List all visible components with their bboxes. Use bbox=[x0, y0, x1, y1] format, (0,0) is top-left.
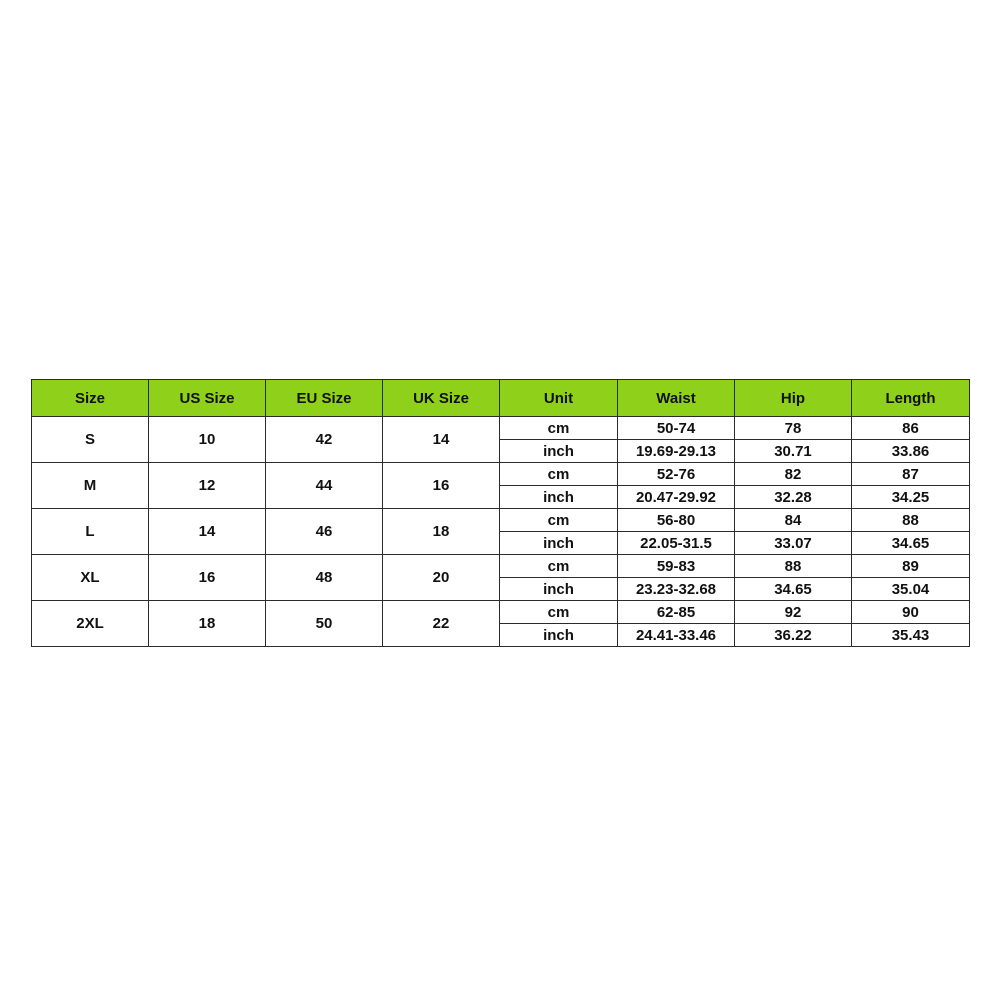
table-row bbox=[32, 463, 970, 486]
waist-cell: 50-74 bbox=[618, 417, 735, 440]
eu-size-cell: 48 bbox=[266, 555, 383, 601]
uk-size-cell: 22 bbox=[383, 601, 500, 647]
hip-cell: 33.07 bbox=[735, 532, 852, 555]
unit-cell: cm bbox=[500, 417, 618, 440]
us-size-cell: 12 bbox=[149, 463, 266, 509]
waist-cell: 22.05-31.5 bbox=[618, 532, 735, 555]
length-cell: 88 bbox=[852, 509, 970, 532]
eu-size-cell: 42 bbox=[266, 417, 383, 463]
size-cell: L bbox=[32, 509, 149, 555]
header-waist: Waist bbox=[618, 380, 735, 417]
eu-size-cell: 44 bbox=[266, 463, 383, 509]
waist-cell: 23.23-32.68 bbox=[618, 578, 735, 601]
unit-cell: inch bbox=[500, 440, 618, 463]
length-cell: 86 bbox=[852, 417, 970, 440]
waist-cell: 24.41-33.46 bbox=[618, 624, 735, 647]
length-cell: 34.65 bbox=[852, 532, 970, 555]
size-cell: S bbox=[32, 417, 149, 463]
length-cell: 89 bbox=[852, 555, 970, 578]
eu-size-cell: 50 bbox=[266, 601, 383, 647]
header-row bbox=[32, 380, 970, 417]
table-header bbox=[32, 380, 970, 417]
unit-cell: cm bbox=[500, 555, 618, 578]
uk-size-cell: 14 bbox=[383, 417, 500, 463]
table-body bbox=[32, 417, 970, 647]
waist-cell: 19.69-29.13 bbox=[618, 440, 735, 463]
hip-cell: 32.28 bbox=[735, 486, 852, 509]
header-us-size: US Size bbox=[149, 380, 266, 417]
length-cell: 90 bbox=[852, 601, 970, 624]
us-size-cell: 16 bbox=[149, 555, 266, 601]
size-chart-table bbox=[31, 379, 970, 647]
us-size-cell: 14 bbox=[149, 509, 266, 555]
hip-cell: 36.22 bbox=[735, 624, 852, 647]
unit-cell: inch bbox=[500, 578, 618, 601]
length-cell: 35.04 bbox=[852, 578, 970, 601]
unit-cell: cm bbox=[500, 509, 618, 532]
us-size-cell: 10 bbox=[149, 417, 266, 463]
unit-cell: cm bbox=[500, 601, 618, 624]
uk-size-cell: 20 bbox=[383, 555, 500, 601]
header-length: Length bbox=[852, 380, 970, 417]
size-cell: 2XL bbox=[32, 601, 149, 647]
waist-cell: 56-80 bbox=[618, 509, 735, 532]
table-row bbox=[32, 417, 970, 440]
size-cell: M bbox=[32, 463, 149, 509]
eu-size-cell: 46 bbox=[266, 509, 383, 555]
waist-cell: 20.47-29.92 bbox=[618, 486, 735, 509]
uk-size-cell: 16 bbox=[383, 463, 500, 509]
header-uk-size: UK Size bbox=[383, 380, 500, 417]
unit-cell: cm bbox=[500, 463, 618, 486]
length-cell: 87 bbox=[852, 463, 970, 486]
length-cell: 33.86 bbox=[852, 440, 970, 463]
table-row bbox=[32, 555, 970, 578]
header-unit: Unit bbox=[500, 380, 618, 417]
header-hip: Hip bbox=[735, 380, 852, 417]
header-eu-size: EU Size bbox=[266, 380, 383, 417]
table-row bbox=[32, 509, 970, 532]
size-cell: XL bbox=[32, 555, 149, 601]
hip-cell: 30.71 bbox=[735, 440, 852, 463]
length-cell: 34.25 bbox=[852, 486, 970, 509]
waist-cell: 62-85 bbox=[618, 601, 735, 624]
unit-cell: inch bbox=[500, 532, 618, 555]
hip-cell: 92 bbox=[735, 601, 852, 624]
length-cell: 35.43 bbox=[852, 624, 970, 647]
hip-cell: 82 bbox=[735, 463, 852, 486]
unit-cell: inch bbox=[500, 624, 618, 647]
hip-cell: 34.65 bbox=[735, 578, 852, 601]
waist-cell: 59-83 bbox=[618, 555, 735, 578]
hip-cell: 84 bbox=[735, 509, 852, 532]
hip-cell: 88 bbox=[735, 555, 852, 578]
uk-size-cell: 18 bbox=[383, 509, 500, 555]
hip-cell: 78 bbox=[735, 417, 852, 440]
us-size-cell: 18 bbox=[149, 601, 266, 647]
table-row bbox=[32, 601, 970, 624]
waist-cell: 52-76 bbox=[618, 463, 735, 486]
header-size: Size bbox=[32, 380, 149, 417]
unit-cell: inch bbox=[500, 486, 618, 509]
